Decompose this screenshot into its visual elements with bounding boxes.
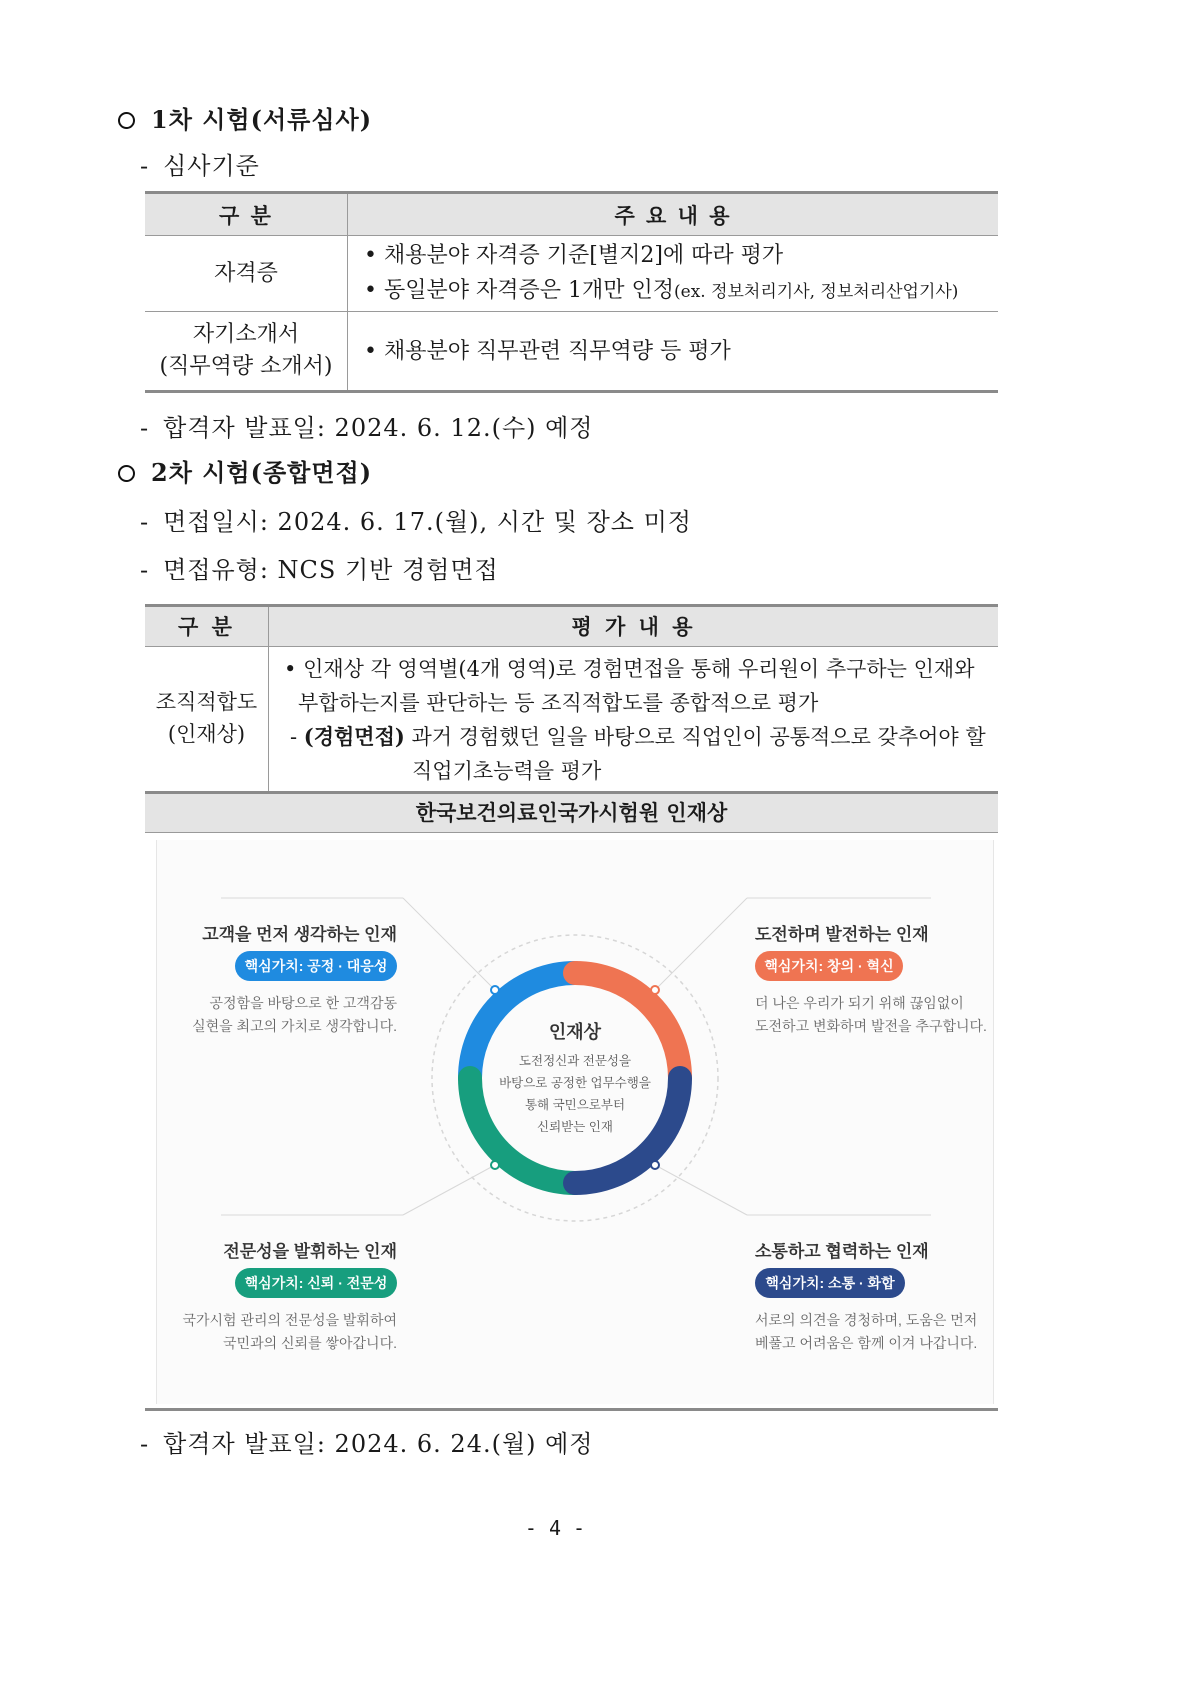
list-item: • 채용분야 자격증 기준[별지2]에 따라 평가 bbox=[364, 242, 784, 268]
card-title-challenge: 도전하며 발전하는 인재 bbox=[755, 925, 929, 944]
list-item: • 인재상 각 영역별(4개 영역)로 경험면접을 통해 우리원이 추구하는 인재와 bbox=[284, 657, 975, 681]
core-value-badge: 핵심가치: 신뢰 · 전문성 bbox=[235, 1268, 397, 1298]
center-title: 인재상 bbox=[548, 1022, 602, 1042]
criteria-label: - 심사기준 bbox=[140, 152, 260, 180]
card-desc: 더 나은 우리가 되기 위해 끊임없이 도전하고 변화하며 발전을 추구합니다. bbox=[755, 995, 987, 1034]
card-desc: 공정함을 바탕으로 한 고객감동 실현을 최고의 가치로 생각합니다. bbox=[192, 995, 397, 1034]
section1-announce: - 합격자 발표일: 2024. 6. 12.(수) 예정 bbox=[140, 414, 594, 442]
ring-dot bbox=[491, 1161, 499, 1169]
org-fit-content: • 인재상 각 영역별(4개 영역)로 경험면접을 통해 우리원이 추구하는 인재와 부합하는지를 판단하는 등 조직적합도를 종합적으로 평가 - (경험면접) 과거 경험했던 일을 바탕으로 직업인이 공통적으로 갖추어야 할 직업기초능력을 평가 bbox=[284, 652, 994, 788]
table1-header-content: 주 요 내 용 bbox=[348, 193, 999, 236]
row-category-certificate: 자격증 bbox=[145, 236, 348, 312]
core-value-badge: 핵심가치: 공정 · 대응성 bbox=[235, 951, 397, 981]
page-number: - 4 - bbox=[524, 1516, 586, 1540]
card-desc: 서로의 의견을 경청하며, 도움은 먼저 베풀고 어려움은 함께 이겨 나갑니다. bbox=[755, 1312, 978, 1351]
card-title-communication: 소통하고 협력하는 인재 bbox=[755, 1242, 929, 1261]
table2-divider bbox=[268, 647, 269, 791]
ring-dot bbox=[651, 986, 659, 994]
circle-bullet-icon bbox=[118, 112, 135, 129]
table2-header-content: 평 가 내 용 bbox=[571, 614, 696, 639]
ring-dot bbox=[651, 1161, 659, 1169]
core-value-badge: 핵심가치: 소통 · 화합 bbox=[755, 1268, 905, 1298]
core-value-badge: 핵심가치: 창의 · 혁신 bbox=[755, 951, 903, 981]
circle-bullet-icon bbox=[118, 465, 135, 482]
table2-header-category: 구 분 bbox=[145, 607, 269, 646]
card-title-expertise: 전문성을 발휘하는 인재 bbox=[223, 1242, 397, 1261]
connector-line bbox=[403, 1165, 495, 1215]
list-item: • 동일분야 자격증은 1개만 인정(ex. 정보처리기사, 정보처리산업기사) bbox=[364, 277, 959, 303]
row-category-self-intro: 자기소개서 (직무역량 소개서) bbox=[145, 312, 348, 392]
ring-dot bbox=[491, 986, 499, 994]
table-row bbox=[145, 236, 998, 312]
section1-heading: 1차 시험(서류심사) bbox=[118, 100, 372, 135]
table2-header bbox=[145, 607, 998, 647]
list-item: • 채용분야 직무관련 직무역량 등 평가 bbox=[364, 338, 731, 364]
interview-date: - 면접일시: 2024. 6. 17.(월), 시간 및 장소 미정 bbox=[140, 508, 692, 536]
interview-type: - 면접유형: NCS 기반 경험면접 bbox=[140, 556, 499, 584]
talent-figure bbox=[156, 840, 994, 1404]
connector-line bbox=[655, 898, 747, 990]
connector-line bbox=[655, 1165, 747, 1215]
center-desc: 도전정신과 전문성을 바탕으로 공정한 업무수행을 통해 국민으로부터 신뢰받는 인재 bbox=[499, 1054, 651, 1134]
list-item: - (경험면접) 과거 경험했던 일을 바탕으로 직업인이 공통적으로 갖추어야 할 bbox=[290, 724, 986, 749]
figure-title: 한국보건의료인국가시험원 인재상 bbox=[145, 794, 998, 833]
card-desc: 국가시험 관리의 전문성을 발휘하여 국민과의 신뢰를 쌓아갑니다. bbox=[182, 1312, 397, 1351]
section2-announce: - 합격자 발표일: 2024. 6. 24.(월) 예정 bbox=[140, 1430, 594, 1458]
section2-heading: 2차 시험(종합면접) bbox=[118, 453, 372, 488]
screening-criteria-table bbox=[145, 191, 998, 393]
card-title-customer: 고객을 먼저 생각하는 인재 bbox=[202, 925, 397, 944]
table-row bbox=[145, 312, 998, 392]
table1-header-category: 구 분 bbox=[145, 193, 348, 236]
row-category-org-fit: 조직적합도 (인재상) bbox=[155, 690, 258, 746]
connector-line bbox=[403, 898, 495, 990]
